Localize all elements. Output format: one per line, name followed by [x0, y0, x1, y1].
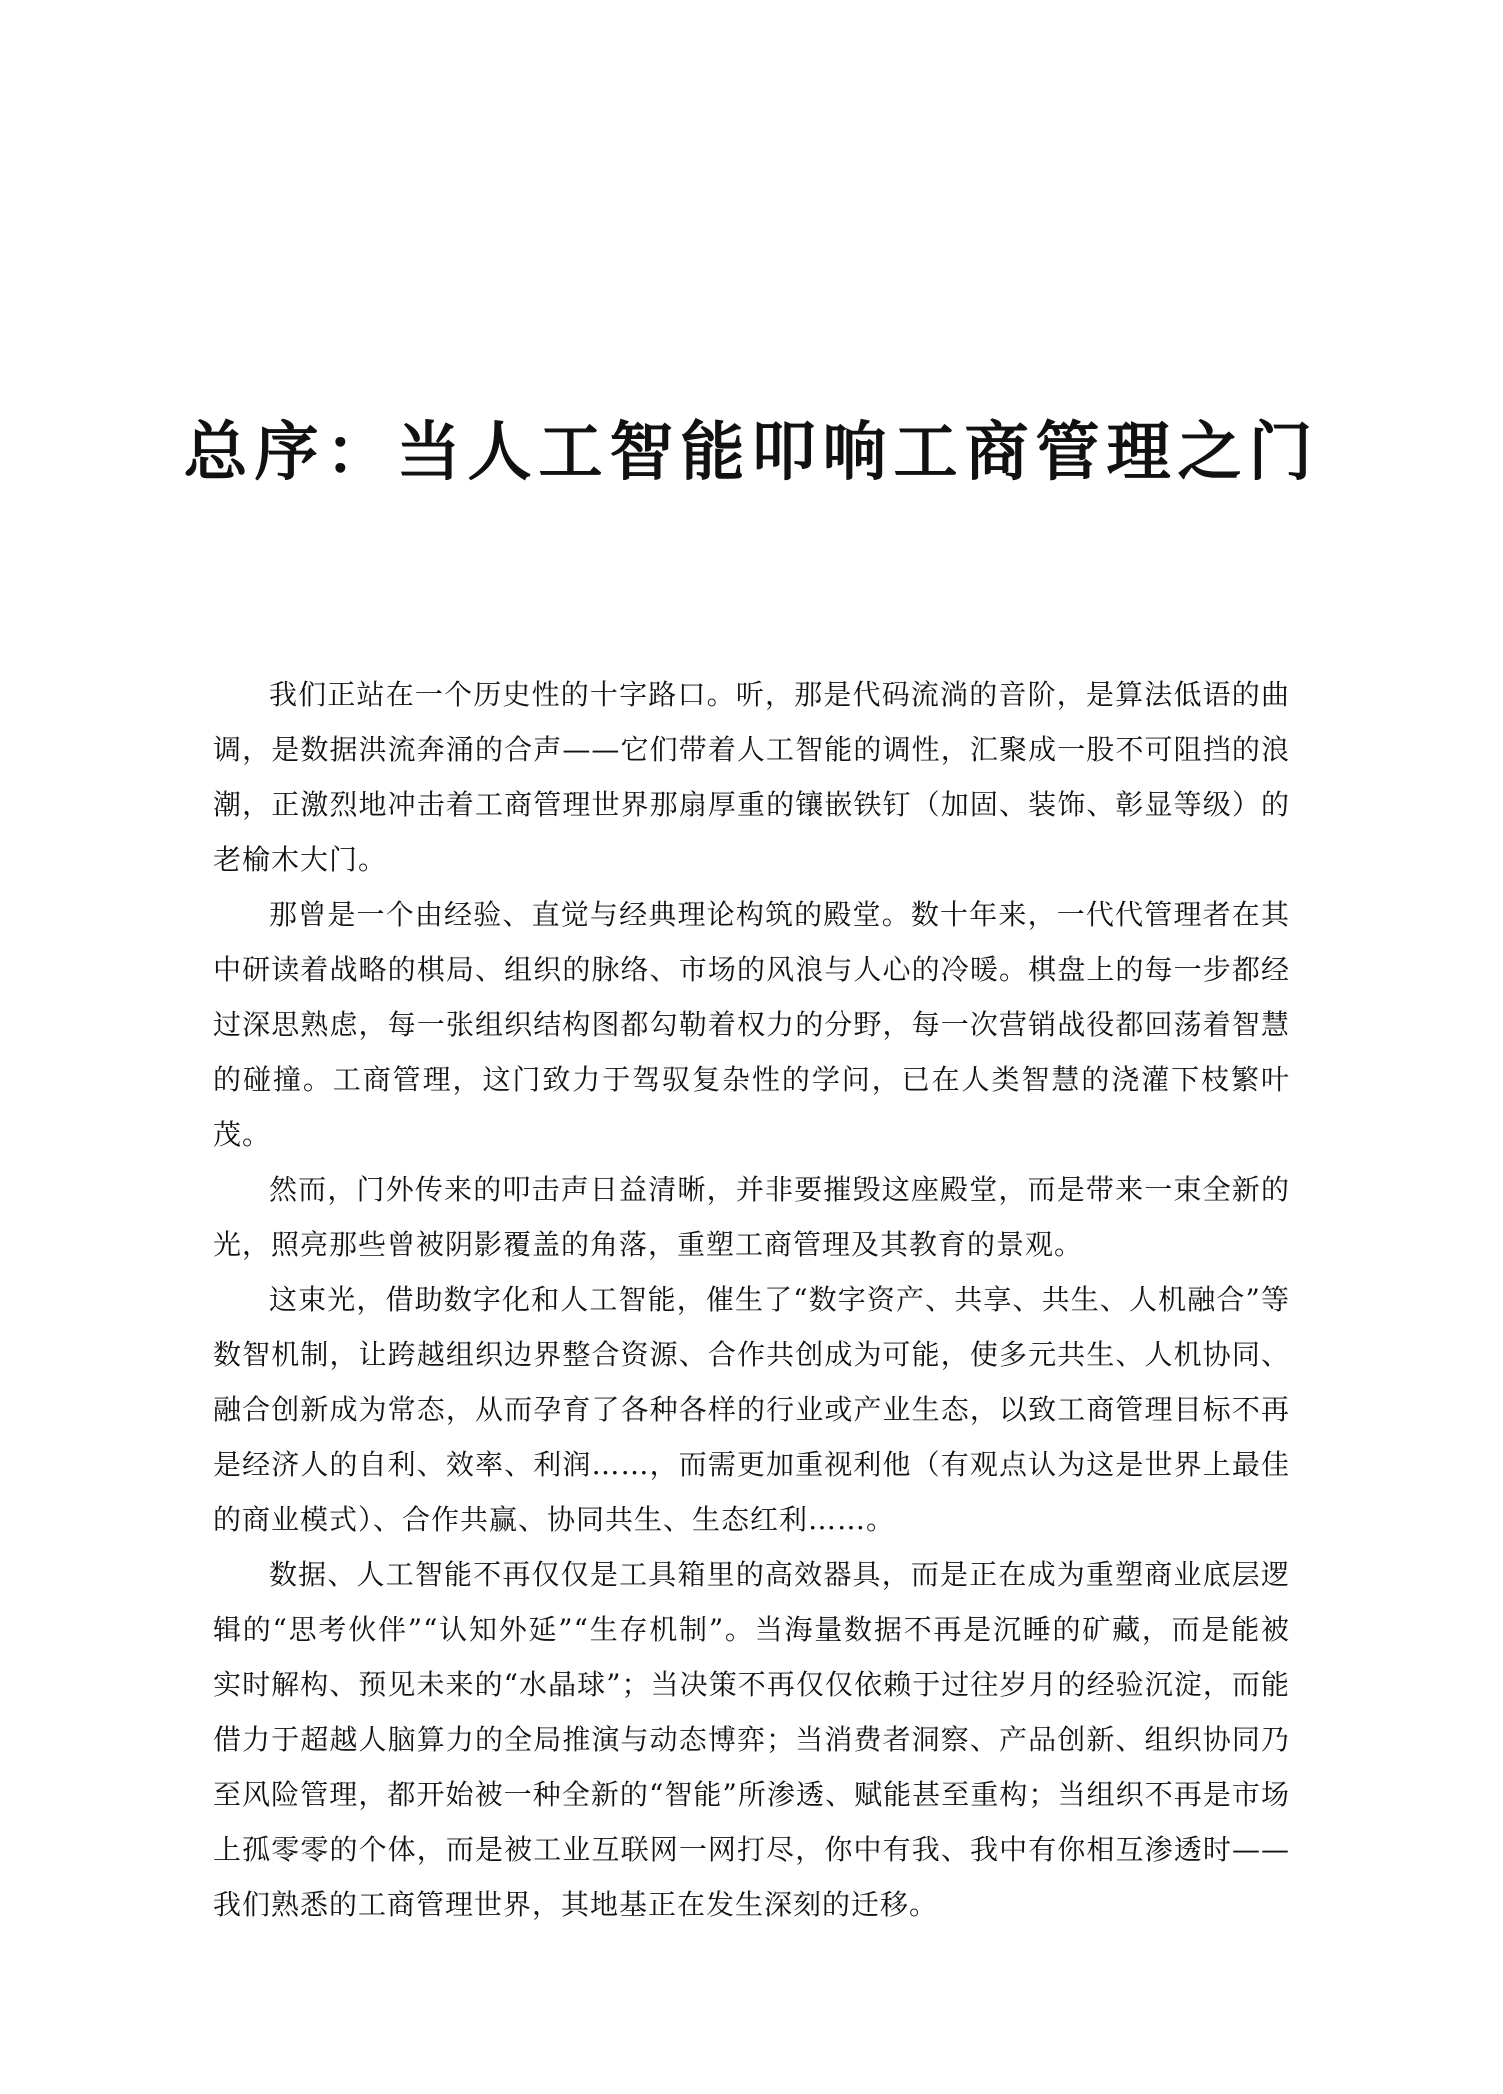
- paragraph-3: 然而，门外传来的叩击声日益清晰，并非要摧毁这座殿堂，而是带来一束全新的光，照亮那些曾被阴影覆盖的角落，重塑工商管理及其教育的景观。: [213, 1173, 1290, 1261]
- page-title: 总序：当人工智能叩响工商管理之门: [183, 416, 1320, 490]
- paragraph-1: 我们正站在一个历史性的十字路口。听，那是代码流淌的音阶，是算法低语的曲调，是数据洪流奔涌的合声——它们带着人工智能的调性，汇聚成一股不可阻挡的浪潮，正激烈地冲击着工商管理世界那扇厚重的镶嵌铁钉（加固、装饰、彰显等级）的老榆木大门。: [213, 678, 1290, 876]
- paragraph-2: 那曾是一个由经验、直觉与经典理论构筑的殿堂。数十年来，一代代管理者在其中研读着战略的棋局、组织的脉络、市场的风浪与人心的冷暖。棋盘上的每一步都经过深思熟虑，每一张组织结构图都勾勒着权力的分野，每一次营销战役都回荡着智慧的碰撞。工商管理，这门致力于驾驭复杂性的学问，已在人类智慧的浇灌下枝繁叶茂。: [213, 898, 1290, 1151]
- paragraph-4: 这束光，借助数字化和人工智能，催生了“数字资产、共享、共生、人机融合”等数智机制，让跨越组织边界整合资源、合作共创成为可能，使多元共生、人机协同、融合创新成为常态，从而孕育了各种各样的行业或产业生态，以致工商管理目标不再是经济人的自利、效率、利润……，而需更加重视利他（有观点认为这是世界上最佳的商业模式）、合作共赢、协同共生、生态红利……。: [213, 1283, 1290, 1536]
- body-text: [213, 667, 1290, 1932]
- paragraph-5: 数据、人工智能不再仅仅是工具箱里的高效器具，而是正在成为重塑商业底层逻辑的“思考伙伴”“认知外延”“生存机制”。当海量数据不再是沉睡的矿藏，而是能被实时解构、预见未来的“水晶球”；当决策不再仅仅依赖于过往岁月的经验沉淀，而能借力于超越人脑算力的全局推演与动态博弈；当消费者洞察、产品创新、组织协同乃至风险管理，都开始被一种全新的“智能”所渗透、赋能甚至重构；当组织不再是市场上孤零零的个体，而是被工业互联网一网打尽，你中有我、我中有你相互渗透时——我们熟悉的工商管理世界，其地基正在发生深刻的迁移。: [213, 1558, 1290, 1921]
